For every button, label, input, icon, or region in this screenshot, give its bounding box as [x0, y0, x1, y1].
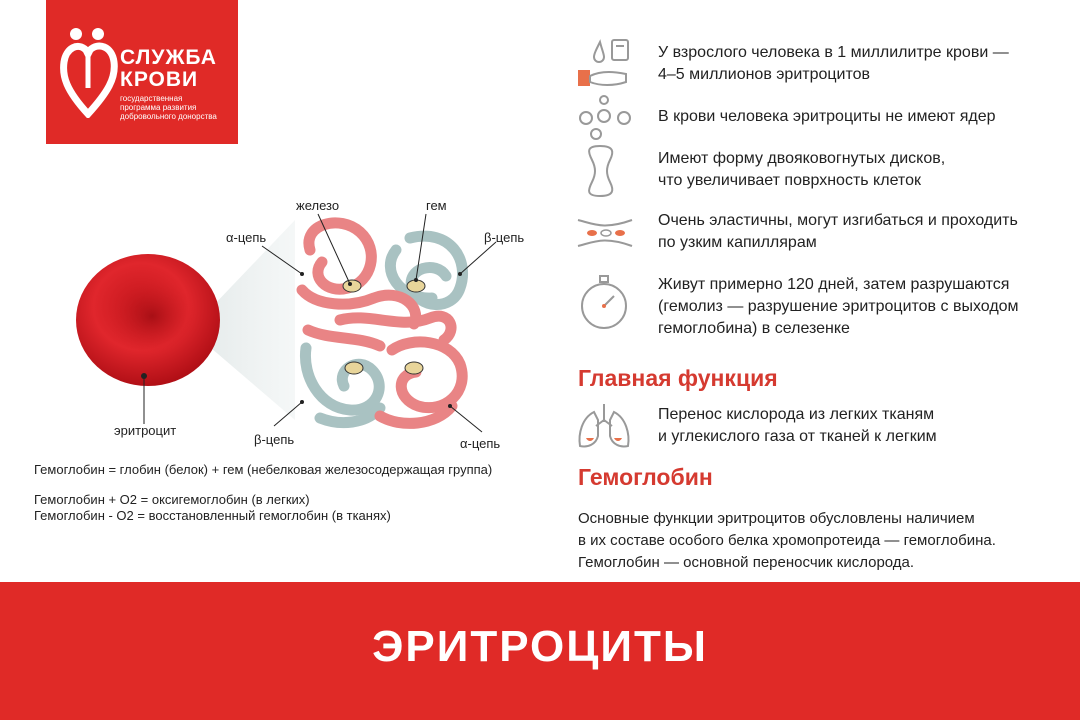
formula-composition: Гемоглобин = глобин (белок) + гем (небелковая железосодержащая группа)	[34, 462, 493, 477]
fact-line: Живут примерно 120 дней, затем разрушаются	[658, 276, 1010, 293]
logo-subtitle	[120, 94, 238, 121]
label-beta-top: β-цепь	[484, 230, 525, 245]
logo-title-line2: КРОВИ	[120, 68, 199, 91]
fact-line: что увеличивает поврхность клеток	[658, 172, 921, 189]
title-banner	[0, 582, 1080, 720]
fact-line: Очень эластичны, могут изгибаться и проходить	[658, 212, 1018, 229]
label-alpha-bottom: α-цепь	[460, 436, 501, 451]
fact-line: В крови человека эритроциты не имеют ядер	[658, 108, 996, 125]
logo-title-line1: СЛУЖБА	[120, 46, 217, 69]
fact-line: гемоглобина) в селезенке	[658, 320, 850, 337]
fact-line: 4–5 миллионов эритроцитов	[658, 66, 871, 83]
main-function-line: Перенос кислорода из легких тканям	[658, 406, 935, 423]
logo	[46, 0, 238, 144]
logo-subtitle-line: государственная	[120, 94, 183, 103]
fact-text	[658, 210, 1018, 254]
heart-people-icon	[60, 26, 118, 118]
blood-test-icon	[574, 36, 636, 90]
main-function-line: и углекислого газа от тканей к легким	[658, 428, 937, 445]
fact-line: У взрослого человека в 1 миллилитре крови —	[658, 44, 1009, 61]
logo-subtitle-line: программа развития	[120, 103, 197, 112]
lungs-icon	[574, 400, 636, 454]
label-beta-bottom: β-цепь	[254, 432, 295, 447]
fact-line: (гемолиз — разрушение эритроцитов с выходом	[658, 298, 1019, 315]
red-blood-cell	[76, 254, 220, 386]
formula-reduced: Гемоглобин - О2 = восстановленный гемоглобин (в тканях)	[34, 508, 391, 523]
formulas	[34, 462, 492, 524]
label-alpha-top: α-цепь	[226, 230, 267, 245]
diagram-graphic	[40, 180, 560, 460]
hemoglobin-paragraph	[578, 508, 996, 574]
fact-text	[658, 106, 996, 128]
hemoglobin-line: Гемоглобин — основной переносчик кислорода.	[578, 554, 915, 571]
hemoglobin-molecule	[302, 223, 463, 424]
formula-oxygenated: Гемоглобин + О2 = оксигемоглобин (в легких)	[34, 492, 310, 507]
label-erythrocyte: эритроцит	[114, 423, 177, 438]
label-heme: гем	[426, 198, 447, 213]
fact-text	[658, 42, 1009, 86]
hemoglobin-line: в их составе особого белка хромопротеида — гемоглобина.	[578, 532, 996, 549]
hemoglobin-diagram	[40, 180, 560, 460]
fact-line: по узким капиллярам	[658, 234, 817, 251]
fact-text	[658, 148, 945, 192]
hemoglobin-line: Основные функции эритроцитов обусловлены наличием	[578, 510, 975, 527]
heading-main-function: Главная функция	[578, 365, 778, 391]
stopwatch-icon	[574, 272, 636, 332]
logo-subtitle-line: добровольного донорства	[120, 112, 217, 121]
page-title: ЭРИТРОЦИТЫ	[372, 622, 708, 671]
main-function-text	[658, 404, 937, 448]
biconcave-disc-icon	[574, 144, 636, 198]
cells-icon	[574, 92, 636, 146]
heading-hemoglobin: Гемоглобин	[578, 464, 713, 490]
capillary-icon	[574, 206, 636, 260]
fact-text	[658, 274, 1019, 340]
label-iron: железо	[296, 198, 340, 213]
fact-line: Имеют форму двояковогнутых дисков,	[658, 150, 946, 167]
